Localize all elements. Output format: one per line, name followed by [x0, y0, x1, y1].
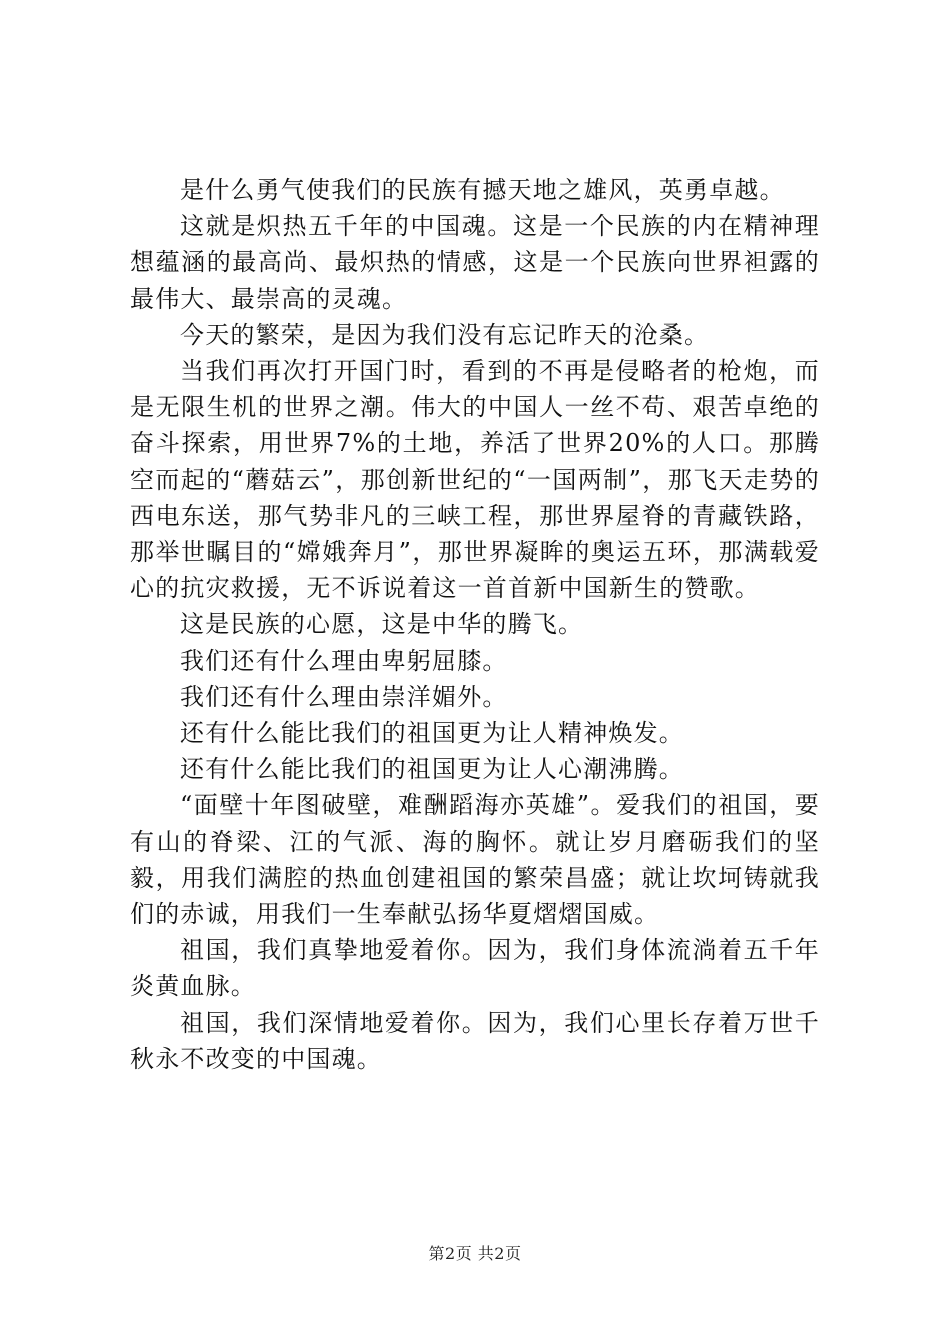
- paragraph-11: 祖国，我们真挚地爱着你。因为，我们身体流淌着五千年炎黄血脉。: [130, 936, 820, 1001]
- paragraph-2: 这就是炽热五千年的中国魂。这是一个民族的内在精神理想蕴涵的最高尚、最炽热的情感，这是一个民族向世界袒露的最伟大、最崇高的灵魂。: [130, 212, 820, 313]
- document-body: [130, 172, 820, 1077]
- paragraph-4: 当我们再次打开国门时，看到的不再是侵略者的枪炮，而是无限生机的世界之潮。伟大的中国人一丝不苟、艰苦卓绝的奋斗探索，用世界7%的土地，养活了世界20%的人口。那腾空而起的“蘑菇云”，那创新世纪的“一国两制”，那飞天走势的西电东送，那气势非凡的三峡工程，那世界屋脊的青藏铁路，那举世瞩目的“嫦娥奔月”，那世界凝眸的奥运五环，那满载爱心的抗灾救援，无不诉说着这一首首新中国新生的赞歌。: [130, 357, 820, 603]
- paragraph-5: 这是民族的心愿，这是中华的腾飞。: [180, 610, 584, 639]
- paragraph-8: 还有什么能比我们的祖国更为让人精神焕发。: [180, 719, 684, 748]
- paragraph-1: 是什么勇气使我们的民族有撼天地之雄风，英勇卓越。: [180, 176, 785, 204]
- paragraph-3: 今天的繁荣，是因为我们没有忘记昨天的沧桑。: [180, 320, 710, 349]
- paragraph-9: 还有什么能比我们的祖国更为让人心潮沸腾。: [180, 755, 684, 784]
- paragraph-12: 祖国，我们深情地爱着你。因为，我们心里长存着万世千秋永不改变的中国魂。: [130, 1008, 820, 1073]
- paragraph-6: 我们还有什么理由卑躬屈膝。: [180, 646, 508, 675]
- page-number-label: 第2页 共2页: [428, 1244, 522, 1263]
- paragraph-10: “面壁十年图破壁，难酬蹈海亦英雄”。爱我们的祖国，要有山的脊梁、江的气派、海的胸怀。就让岁月磨砺我们的坚毅，用我们满腔的热血创建祖国的繁荣昌盛；就让坎坷铸就我们的赤诚，用我们一生奉献弘扬华夏熠熠国威。: [130, 791, 820, 929]
- page-footer: [0, 1244, 950, 1264]
- paragraph-7: 我们还有什么理由崇洋媚外。: [180, 682, 508, 711]
